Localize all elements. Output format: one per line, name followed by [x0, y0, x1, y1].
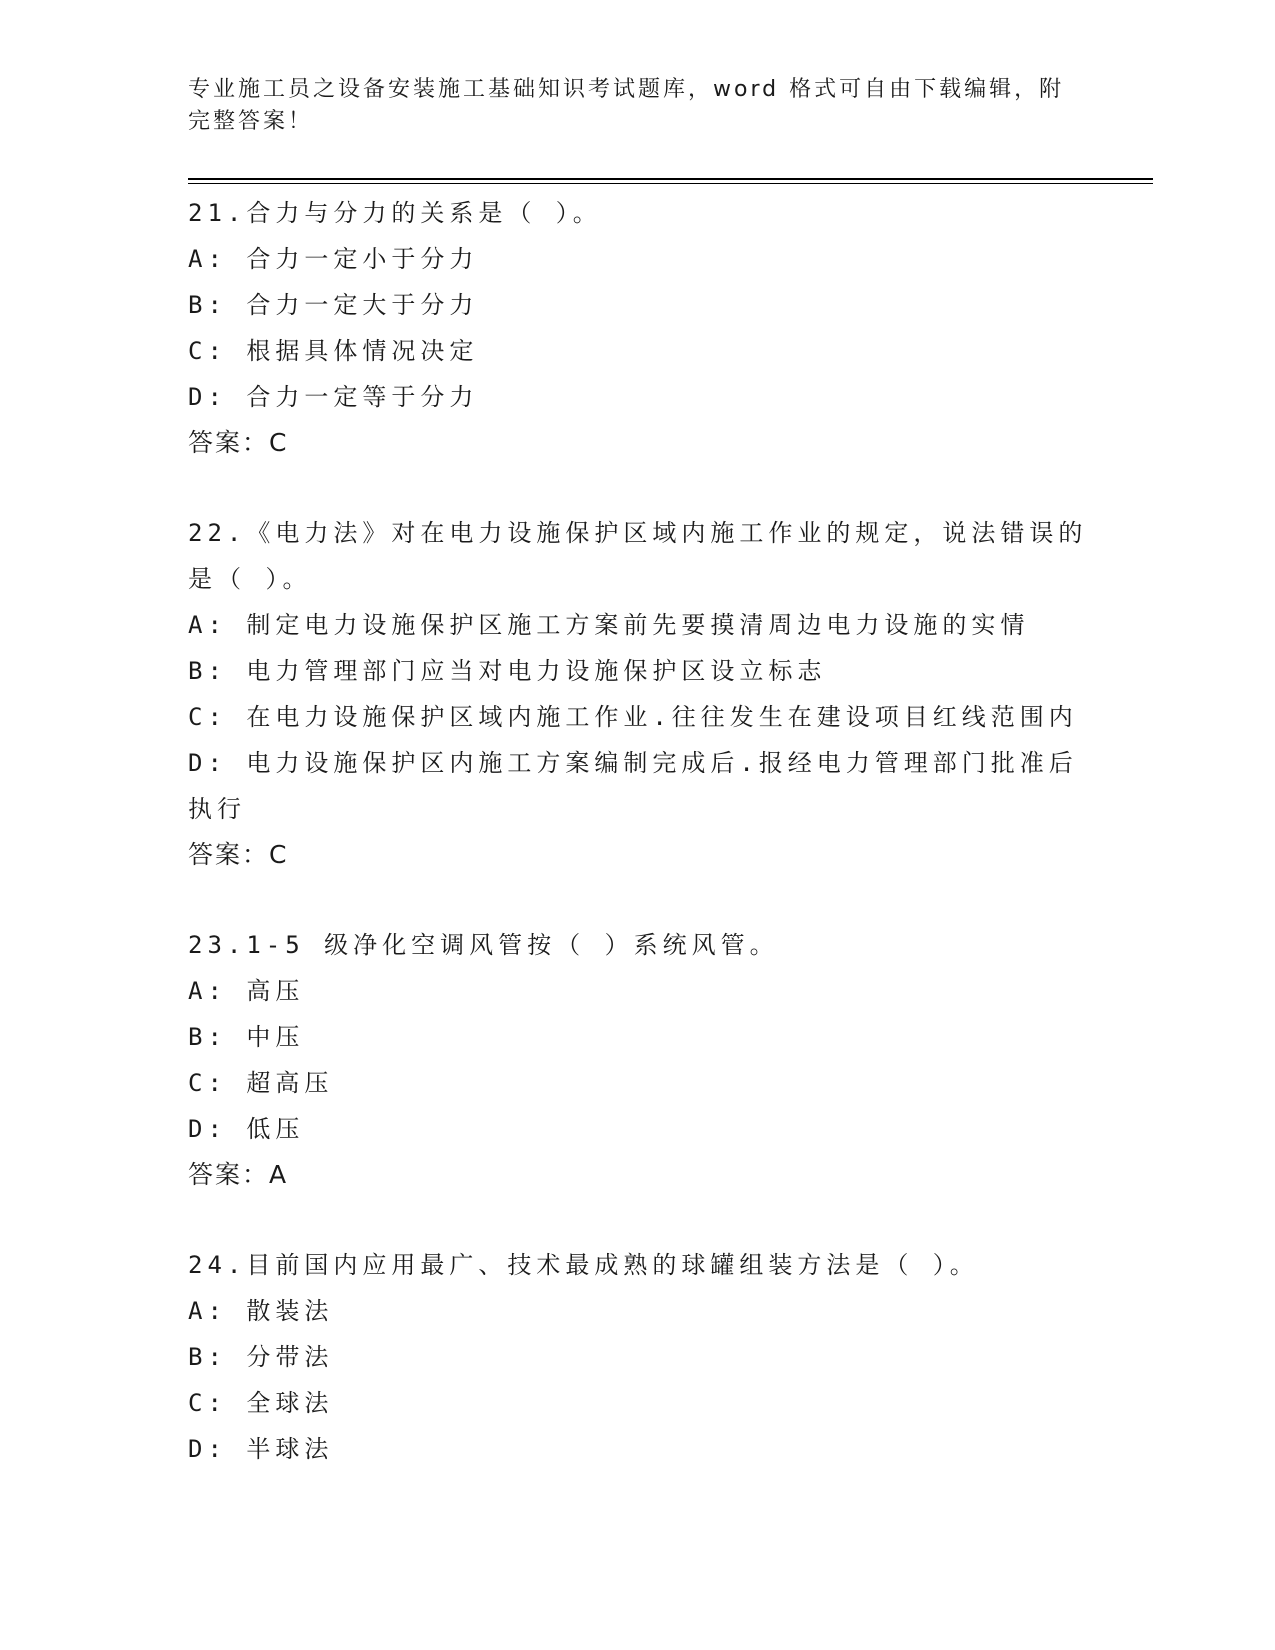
question-stem-continued: 是（ ）。: [188, 565, 312, 593]
option-d: D: 半球法: [188, 1435, 334, 1463]
question-spacer: [188, 1198, 1088, 1242]
option-b: B: 合力一定大于分力: [188, 291, 479, 319]
document-header: 专业施工员之设备安装施工基础知识考试题库，word 格式可自由下载编辑，附完整答案！: [188, 77, 1065, 134]
option-c: C: 全球法: [188, 1389, 334, 1417]
option-b: B: 中压: [188, 1023, 305, 1051]
option-d: D: 低压: [188, 1115, 305, 1143]
question-23: [188, 922, 1088, 1198]
option-a: A: 散装法: [188, 1297, 334, 1325]
header-rule-thin: [188, 183, 1153, 184]
answer-line: 答案：A: [188, 1160, 289, 1189]
option-c: C: 在电力设施保护区域内施工作业.往往发生在建设项目红线范围内: [188, 703, 1078, 731]
question-spacer: [188, 878, 1088, 922]
question-21: [188, 190, 1088, 466]
question-24: [188, 1242, 1088, 1472]
option-b: B: 电力管理部门应当对电力设施保护区设立标志: [188, 657, 827, 685]
option-b: B: 分带法: [188, 1343, 334, 1371]
question-stem: 24.目前国内应用最广、技术最成熟的球罐组装方法是（ ）。: [188, 1251, 979, 1279]
option-c: C: 超高压: [188, 1069, 334, 1097]
question-stem: 21.合力与分力的关系是（ ）。: [188, 199, 602, 227]
option-a: A: 制定电力设施保护区施工方案前先要摸清周边电力设施的实情: [188, 611, 1030, 639]
question-spacer: [188, 466, 1088, 510]
header-rule-thick: [188, 178, 1153, 180]
option-a: A: 高压: [188, 977, 305, 1005]
answer-line: 答案：C: [188, 428, 289, 457]
option-a: A: 合力一定小于分力: [188, 245, 479, 273]
option-d: D: 电力设施保护区内施工方案编制完成后.报经电力管理部门批准后: [188, 749, 1078, 777]
question-list: [188, 190, 1088, 1472]
question-stem: 23.1-5 级净化空调风管按（ ）系统风管。: [188, 931, 779, 959]
option-d: D: 合力一定等于分力: [188, 383, 479, 411]
option-c: C: 根据具体情况决定: [188, 337, 479, 365]
question-22: [188, 510, 1088, 878]
answer-line: 答案：C: [188, 840, 289, 869]
option-d-continued: 执行: [188, 795, 246, 823]
question-stem: 22.《电力法》对在电力设施保护区域内施工作业的规定，说法错误的: [188, 519, 1088, 547]
